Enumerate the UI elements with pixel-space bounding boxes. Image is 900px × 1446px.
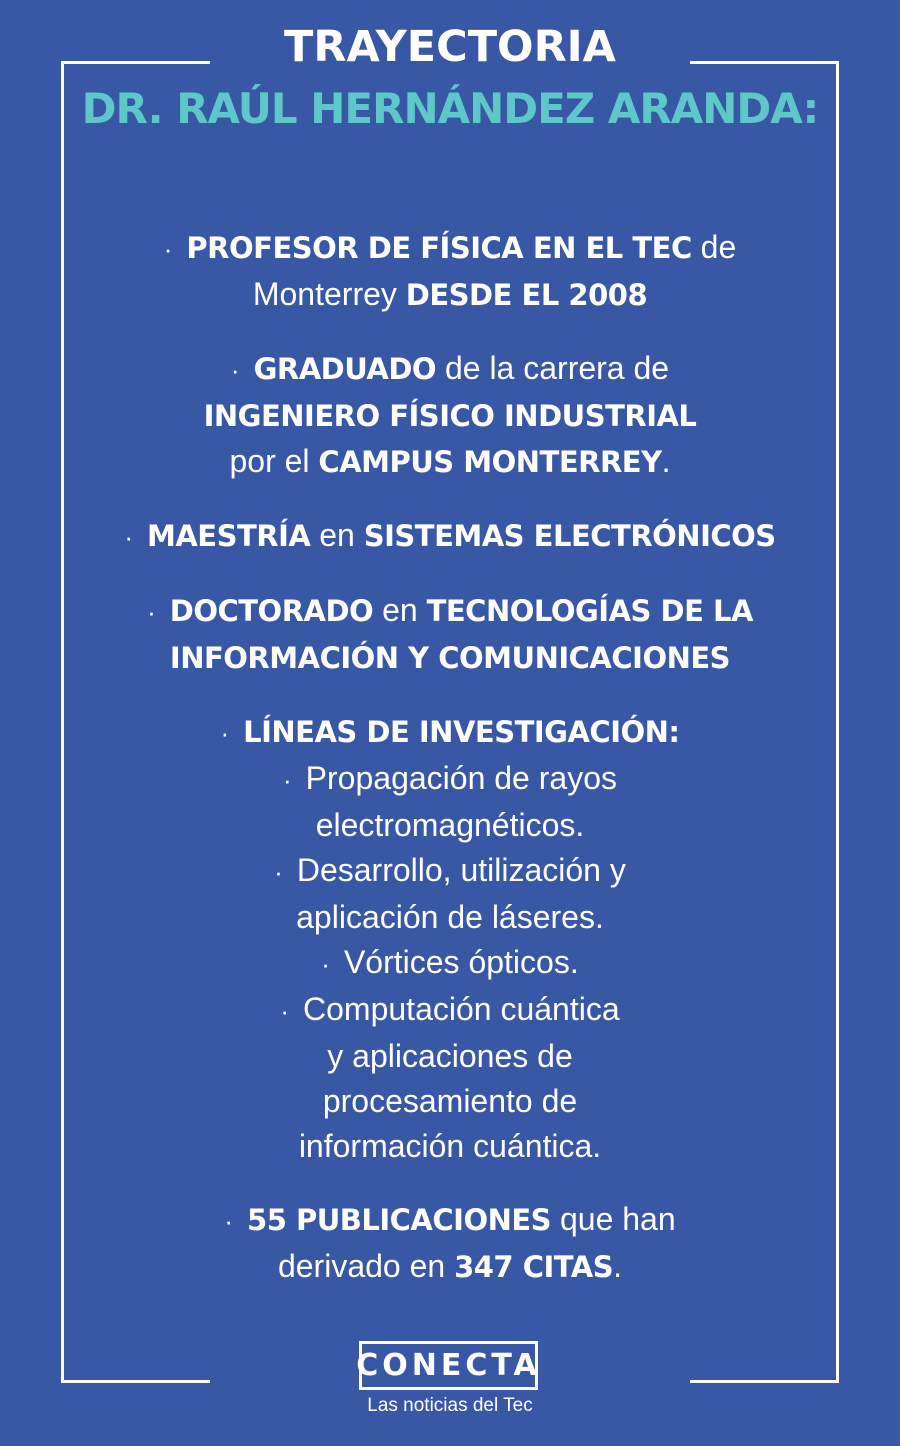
- list-item: [90, 588, 810, 681]
- bold-text: 55 PUBLICACIONES: [247, 1203, 552, 1237]
- frame-right: [836, 61, 839, 1383]
- regular-text: Vórtices ópticos.: [343, 944, 579, 980]
- bold-text: DESDE EL 2008: [405, 278, 648, 312]
- regular-text: .: [613, 1248, 623, 1284]
- regular-text: derivado en: [277, 1248, 455, 1284]
- regular-text: y aplicaciones de: [327, 1038, 573, 1074]
- frame-bottom-right: [690, 1380, 839, 1383]
- bullet-icon: ·: [224, 1206, 234, 1236]
- career-list: [90, 225, 810, 1290]
- sub-item-line: [90, 940, 810, 987]
- sub-item-line: [90, 987, 810, 1034]
- regular-text: por el: [229, 443, 319, 479]
- regular-text: Computación cuántica: [303, 991, 620, 1027]
- item-line: [90, 588, 810, 635]
- bullet-icon: ·: [283, 765, 292, 795]
- sub-item-line: [90, 756, 810, 803]
- conecta-logo: [356, 1341, 541, 1390]
- bold-text: CAMPUS MONTERREY: [318, 445, 662, 479]
- item-line: [90, 709, 810, 756]
- person-name: DR. RAÚL HERNÁNDEZ ARANDA:: [81, 84, 819, 133]
- bullet-icon: ·: [124, 522, 133, 552]
- bold-text: TECNOLOGÍAS DE LA: [426, 594, 753, 628]
- list-item: [90, 225, 810, 318]
- bold-text: LÍNEAS DE INVESTIGACIÓN:: [243, 715, 680, 749]
- bold-text: 347 CITAS: [454, 1250, 614, 1284]
- list-item: [90, 1197, 810, 1290]
- regular-text: .: [661, 443, 671, 479]
- frame-left: [61, 61, 64, 1383]
- item-line: [90, 513, 810, 560]
- regular-text: Monterrey: [252, 276, 406, 312]
- bold-text: MAESTRÍA: [146, 519, 311, 553]
- regular-text: información cuántica.: [298, 1128, 602, 1164]
- bold-text: PROFESOR DE FÍSICA EN EL TEC: [186, 231, 692, 265]
- research-lines: [90, 756, 810, 1169]
- page-title: TRAYECTORIA: [284, 22, 616, 72]
- sub-item-line: [90, 803, 810, 848]
- item-line: [90, 346, 810, 393]
- item-line: [90, 272, 810, 318]
- list-item: [90, 709, 810, 1169]
- bold-text: DOCTORADO: [169, 594, 374, 628]
- item-line: [90, 635, 810, 681]
- bullet-icon: ·: [274, 857, 283, 887]
- logo-brand: CONECTA: [356, 1348, 541, 1383]
- logo-tagline: Las noticias del Tec: [367, 1395, 533, 1416]
- bullet-icon: ·: [220, 718, 230, 748]
- regular-text: en: [373, 592, 427, 628]
- sub-item-line: [90, 895, 810, 940]
- regular-text: de la carrera de: [436, 350, 670, 386]
- bullet-icon: ·: [280, 996, 290, 1026]
- item-line: [90, 1197, 810, 1244]
- bullet-icon: ·: [230, 355, 240, 385]
- bold-text: INGENIERO FÍSICO INDUSTRIAL: [203, 399, 697, 433]
- item-line: [90, 1244, 810, 1290]
- bullet-icon: ·: [321, 949, 330, 979]
- regular-text: en: [310, 517, 364, 553]
- regular-text: electromagnéticos.: [315, 807, 585, 843]
- regular-text: de: [691, 229, 737, 265]
- bullet-icon: ·: [147, 597, 156, 627]
- sub-item-line: [90, 1124, 810, 1169]
- bullet-icon: ·: [163, 234, 173, 264]
- list-item: [90, 346, 810, 485]
- frame-bottom-left: [61, 1380, 210, 1383]
- item-line: [90, 439, 810, 485]
- regular-text: procesamiento de: [322, 1083, 578, 1119]
- sub-item-line: [90, 1034, 810, 1079]
- sub-item-line: [90, 1079, 810, 1124]
- regular-text: aplicación de láseres.: [296, 899, 604, 935]
- item-line: [90, 225, 810, 272]
- regular-text: Desarrollo, utilización y: [296, 852, 626, 888]
- bold-text: SISTEMAS ELECTRÓNICOS: [363, 519, 776, 553]
- item-line: [90, 393, 810, 439]
- list-item: [90, 513, 810, 560]
- bold-text: GRADUADO: [253, 352, 437, 386]
- sub-item-line: [90, 848, 810, 895]
- regular-text: Propagación de rayos: [305, 760, 617, 796]
- regular-text: que han: [551, 1201, 676, 1237]
- bold-text: INFORMACIÓN Y COMUNICACIONES: [169, 641, 731, 675]
